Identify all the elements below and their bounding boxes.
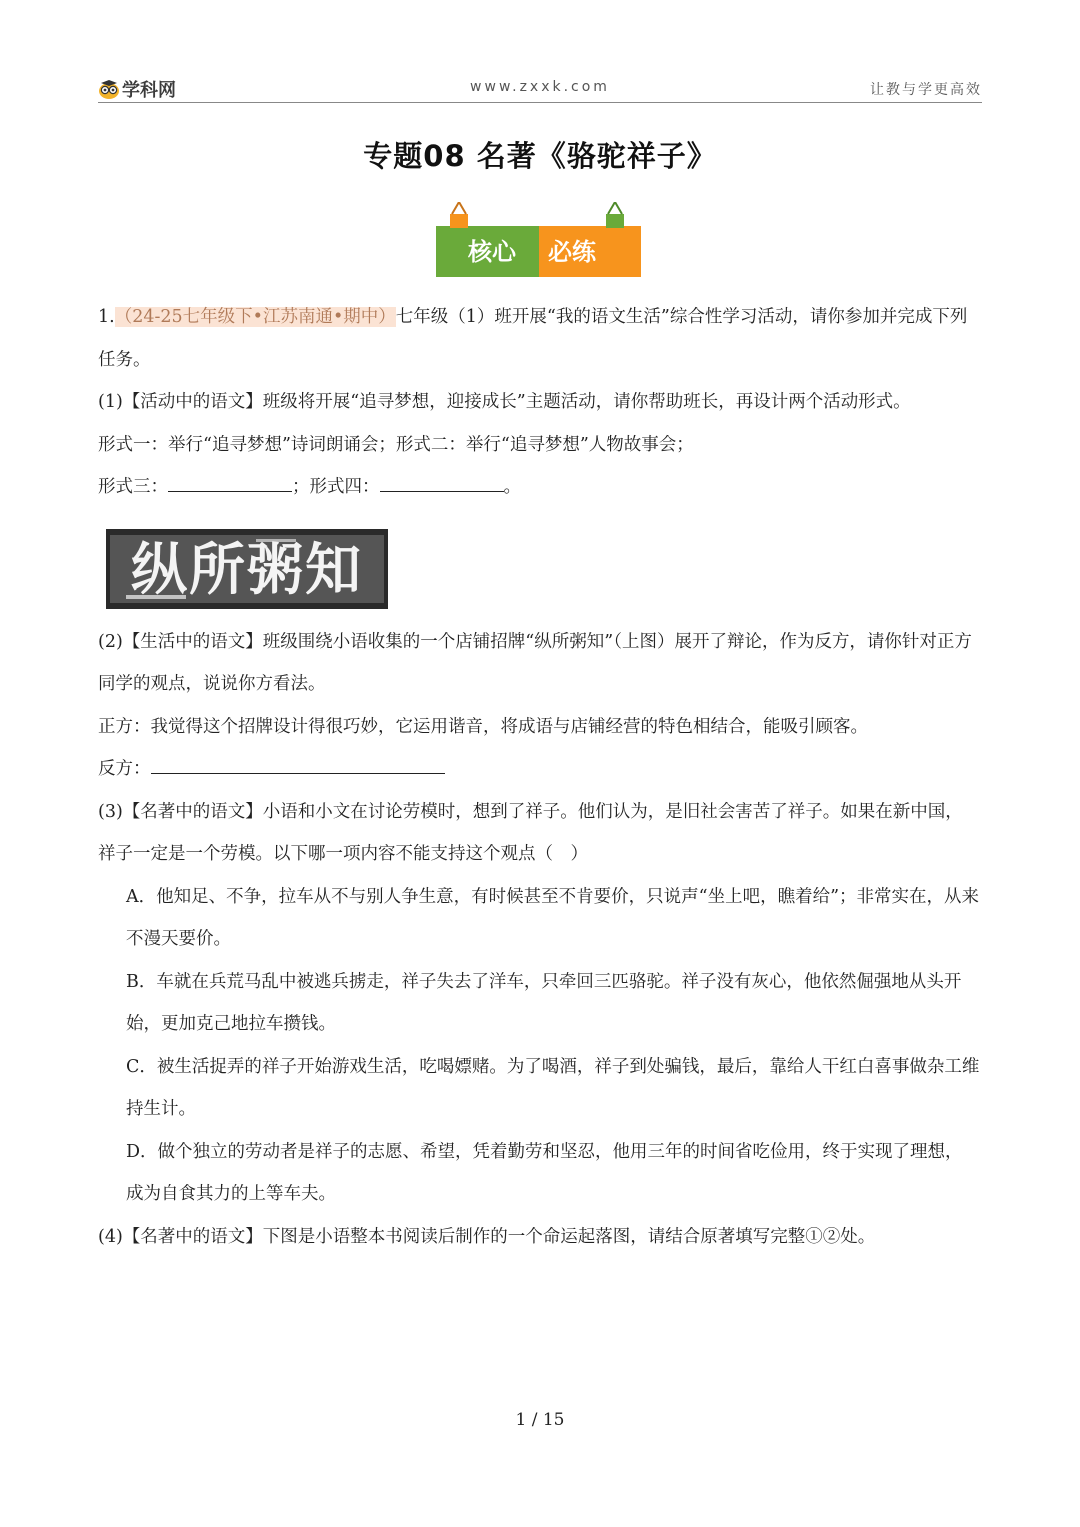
sub1-label: (1)【活动中的语文】 xyxy=(98,392,263,412)
header-divider xyxy=(98,102,982,103)
sub-question-2 xyxy=(98,621,980,706)
sub4-label: (4)【名著中的语文】 xyxy=(98,1226,263,1247)
option-d[interactable]: D．做个独立的劳动者是祥子的志愿、希望，凭着勤劳和坚忍，他用三年的时间省吃俭用，终于实现了理想，成为自食其力的上等车夫。 xyxy=(126,1141,963,1204)
sub3-label: (3)【名著中的语文】 xyxy=(98,801,263,822)
binder-clip-icon xyxy=(606,202,624,228)
page-header xyxy=(98,76,982,102)
shop-sign-image xyxy=(98,509,980,621)
slogan: 让教与学更高效 xyxy=(870,82,982,98)
core-practice-banner xyxy=(434,202,643,279)
site-url[interactable]: www.zxxk.com xyxy=(470,79,610,95)
form-separator: ； xyxy=(292,477,310,497)
source-tag: （24-25七年级下•江苏南通•期中） xyxy=(114,307,396,327)
shop-sign-graphic xyxy=(106,525,388,613)
question-content xyxy=(98,296,980,1258)
question-number: 1. xyxy=(98,307,115,327)
con-side xyxy=(98,748,980,791)
sub-question-1 xyxy=(98,381,980,424)
con-blank[interactable] xyxy=(151,753,445,774)
form4-blank[interactable] xyxy=(380,471,504,492)
binder-clip-icon xyxy=(450,202,468,228)
shop-sign-text: 纵所粥知 xyxy=(131,537,363,603)
logo-text: 学科网 xyxy=(122,80,176,101)
option-a[interactable]: A．他知足、不争，拉车从不与别人争生意，有时候甚至不肯要价，只说声“坐上吧，瞧着给”；非常实在，从来不漫天要价。 xyxy=(126,886,980,949)
banner-right-text: 必练 xyxy=(548,238,596,266)
sub-question-3 xyxy=(98,791,980,876)
sub4-text: 下图是小语整本书阅读后制作的一个命运起落图，请结合原著填写完整①②处。 xyxy=(262,1226,876,1247)
form3-blank[interactable] xyxy=(168,471,292,492)
form4-label: 形式四： xyxy=(309,477,380,497)
sub2-text: 班级围绕小语收集的一个店铺招牌“纵所粥知”（上图）展开了辩论，作为反方，请你针对正方同学的观点，说说你方看法。 xyxy=(98,631,972,694)
con-label: 反方： xyxy=(98,759,151,779)
sub3-text: 小语和小文在讨论劳模时，想到了祥子。他们认为，是旧社会害苦了祥子。如果在新中国，祥子一定是一个劳模。以下哪一项内容不能支持这个观点（ ） xyxy=(98,801,963,864)
pro-side: 正方：我觉得这个招牌设计得很巧妙，它运用谐音，将成语与店铺经营的特色相结合，能吸引顾客。 xyxy=(98,716,868,737)
page-number: 1 / 15 xyxy=(515,1410,565,1430)
sub2-label: (2)【生活中的语文】 xyxy=(98,631,263,652)
page-title: 专题08 名著《骆驼祥子》 xyxy=(363,139,717,173)
question-stem xyxy=(98,296,980,381)
stem-text: 七年级（1）班开展“我的语文生活”综合性学习活动，请你参加并完成下列任务。 xyxy=(98,307,968,370)
sub1-text: 班级将开展“追寻梦想，迎接成长”主题活动，请你帮助班长，再设计两个活动形式。 xyxy=(262,392,911,412)
form-end: 。 xyxy=(503,477,521,497)
form3-label: 形式三： xyxy=(98,477,168,497)
sub-question-4 xyxy=(98,1216,980,1259)
option-b[interactable]: B．车就在兵荒马乱中被逃兵掳走，祥子失去了洋车，只牵回三匹骆驼。祥子没有灰心，他依然倔强地从头开始，更加克己地拉车攒钱。 xyxy=(126,971,962,1034)
sub1-answer-line xyxy=(98,466,980,509)
banner-left-text: 核心 xyxy=(468,238,516,266)
option-c[interactable]: C．被生活捉弄的祥子开始游戏生活，吃喝嫖赌。为了喝酒，祥子到处骗钱，最后，靠给人干红白喜事做杂工维持生计。 xyxy=(126,1056,980,1119)
sub1-example-forms: 形式一：举行“追寻梦想”诗词朗诵会；形式二：举行“追寻梦想”人物故事会； xyxy=(98,434,694,455)
